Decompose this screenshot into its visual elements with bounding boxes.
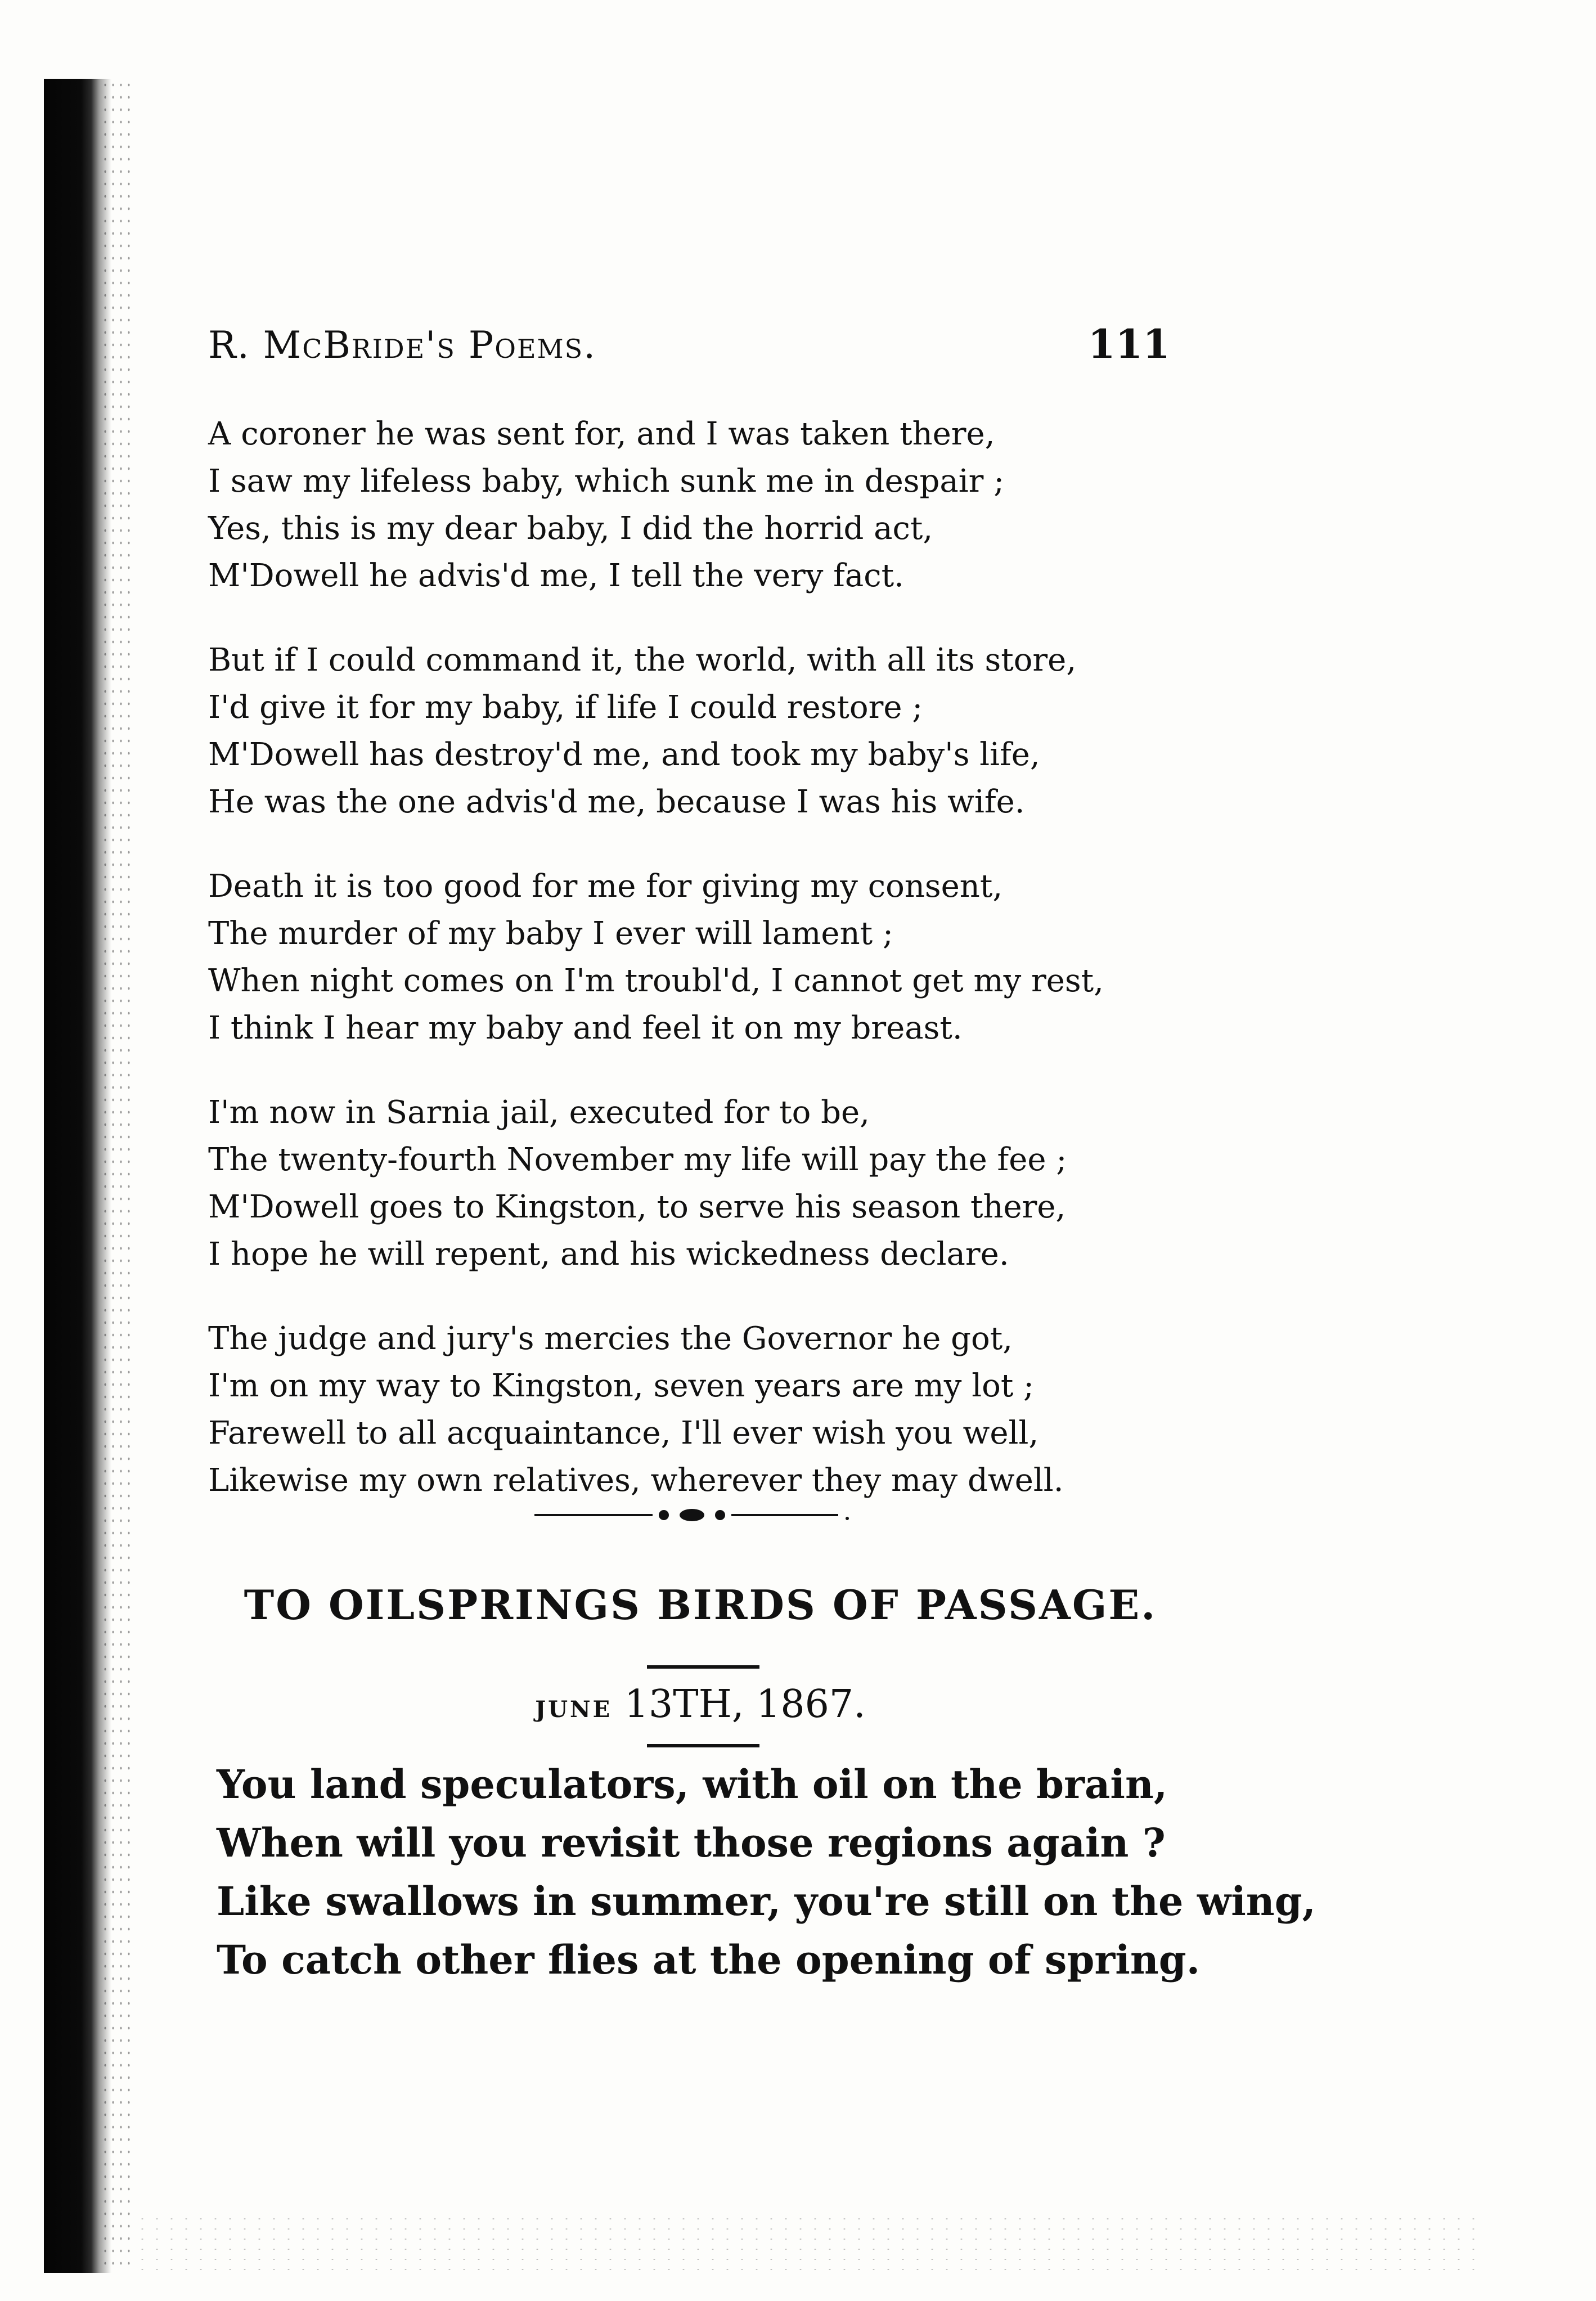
poem-line: I'd give it for my baby, if life I could restore ; (208, 689, 923, 726)
stanza-2 (208, 637, 1193, 826)
poem-line: Death it is too good for me for giving my consent, (208, 868, 1003, 905)
page-header (208, 321, 1170, 377)
poem-1 (208, 411, 1193, 1542)
poem-line: I'm now in Sarnia jail, executed for to be, (208, 1094, 870, 1131)
poem-line: M'Dowell he advis'd me, I tell the very fact. (208, 558, 904, 594)
poem-line: Yes, this is my dear baby, I did the horrid act, (208, 510, 933, 547)
stanza-1 (208, 411, 1193, 600)
stanza-4 (208, 1089, 1193, 1278)
title-rule-bottom (647, 1744, 759, 1747)
running-title: R. McBride's Poems. (208, 323, 597, 367)
page-number: 111 (1087, 321, 1170, 367)
poem-line: A coroner he was sent for, and I was taken there, (208, 416, 995, 452)
bottom-speckle (135, 2214, 1485, 2276)
poem-line: When night comes on I'm troubl'd, I cannot get my rest, (208, 963, 1104, 999)
poem-2 (217, 1755, 1316, 1989)
poem-line: M'Dowell has destroy'd me, and took my baby's life, (208, 736, 1040, 773)
poem-line: Farewell to all acquaintance, I'll ever wish you well, (208, 1415, 1039, 1451)
poem-line: The judge and jury's mercies the Governor he got, (208, 1320, 1013, 1357)
poem-line: The twenty-fourth November my life will pay the fee ; (208, 1141, 1067, 1178)
date-month: JUNE (535, 1696, 613, 1723)
poem-line: Like swallows in summer, you're still on the wing, (217, 1878, 1316, 1925)
poem-line: Likewise my own relatives, wherever they may dwell. (208, 1462, 1064, 1499)
poem-line: I think I hear my baby and feel it on my breast. (208, 1010, 963, 1046)
poem-line: To catch other flies at the opening of spring. (217, 1936, 1201, 1983)
poem-line: I hope he will repent, and his wickedness declare. (208, 1236, 1009, 1273)
poem-line: When will you revisit those regions again ? (217, 1819, 1166, 1866)
poem-line: I'm on my way to Kingston, seven years are my lot ; (208, 1368, 1035, 1404)
section-title: TO OILSPRINGS BIRDS OF PASSAGE. (244, 1581, 1157, 1629)
stanza-3 (208, 863, 1193, 1052)
poem-line: But if I could command it, the world, with all its store, (208, 642, 1077, 678)
poem-line: You land speculators, with oil on the brain, (217, 1761, 1168, 1808)
poem-line: He was the one advis'd me, because I was his wife. (208, 784, 1025, 820)
stanza-5 (208, 1315, 1193, 1504)
binding-speckle (101, 79, 135, 2273)
date-day: 13TH, (624, 1682, 744, 1727)
dateline (208, 1682, 1193, 1727)
title-rule-top (647, 1665, 759, 1669)
poem-line: M'Dowell goes to Kingston, to serve his season there, (208, 1189, 1066, 1225)
date-year: 1867. (756, 1682, 866, 1727)
poem-line: The murder of my baby I ever will lament ; (208, 915, 893, 952)
poem-line: I saw my lifeless baby, which sunk me in despair ; (208, 463, 1005, 500)
ornament-divider (534, 1504, 849, 1526)
